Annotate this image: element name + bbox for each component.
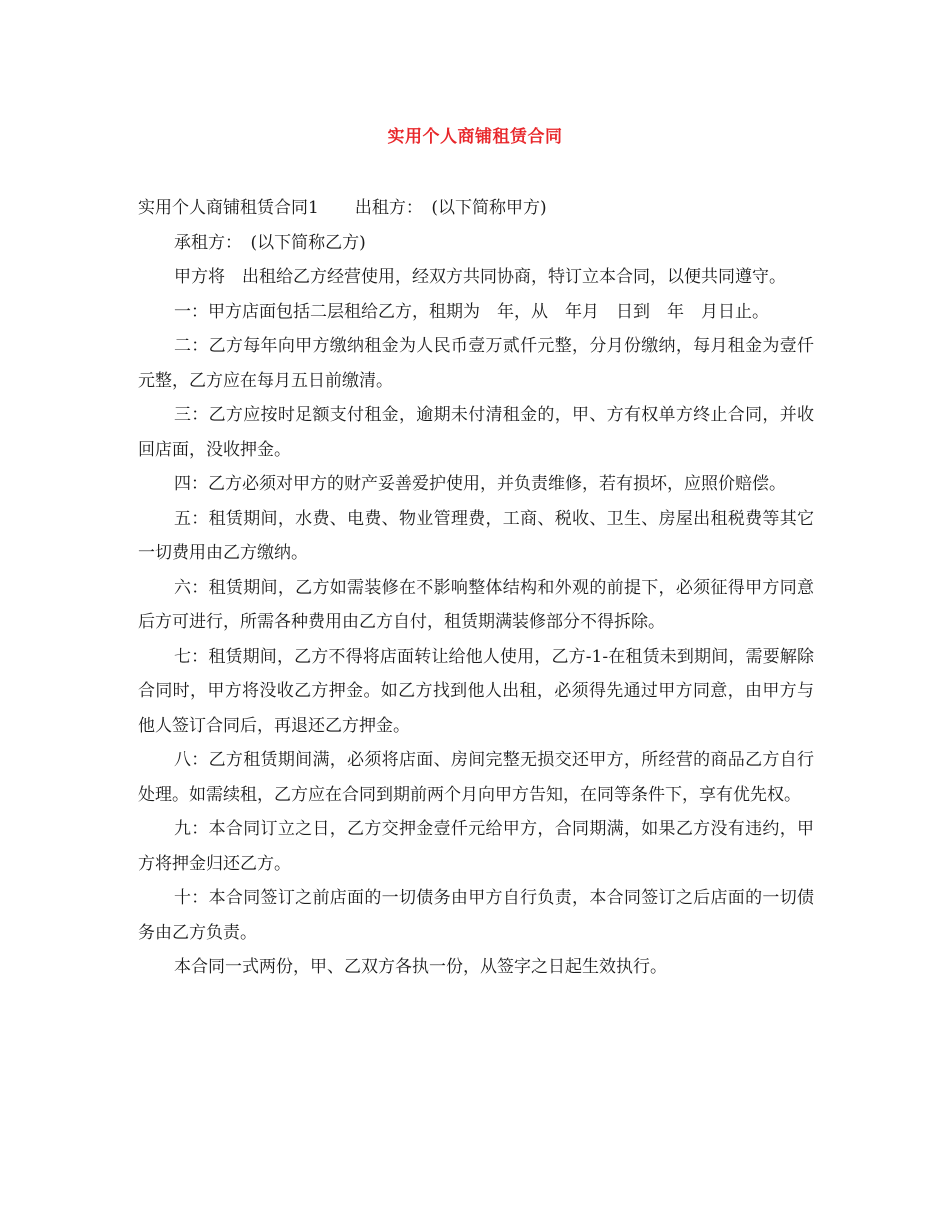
clause-9: 九：本合同订立之日，乙方交押金壹仟元给甲方，合同期满，如果乙方没有违约，甲方将押金归还乙方。 <box>138 819 814 874</box>
lessor-line: 出租方： (以下简称甲方) <box>354 198 547 218</box>
clause-7: 七：租赁期间，乙方不得将店面转让给他人使用，乙方-1-在租赁未到期间，需要解除合同时，甲方将没收乙方押金。如乙方找到他人出租，必须得先通过甲方同意，由甲方与他人签订合同后，再退还乙方押金。 <box>138 646 814 736</box>
clause-10: 十：本合同签订之前店面的一切债务由甲方自行负责，本合同签订之后店面的一切债务由乙方负责。 <box>138 888 814 943</box>
clause-1: 一：甲方店面包括二层租给乙方，租期为 年，从 年月 日到 年 月日止。 <box>174 301 769 322</box>
closing-paragraph: 本合同一式两份，甲、乙双方各执一份，从签字之日起生效执行。 <box>174 957 667 977</box>
clause-3: 三：乙方应按时足额支付租金，逾期未付清租金的，甲、方有权单方终止合同，并收回店面，没收押金。 <box>138 405 814 460</box>
clause-8: 八：乙方租赁期间满，必须将店面、房间完整无损交还甲方，所经营的商品乙方自行处理。如需续租，乙方应在合同到期前两个月向甲方告知，在同等条件下，享有优先权。 <box>138 750 814 805</box>
document-title: 实用个人商铺租赁合同 <box>387 127 563 147</box>
contract-heading: 实用个人商铺租赁合同1 <box>138 198 319 218</box>
intro-paragraph: 甲方将 出租给乙方经营使用，经双方共同协商，特订立本合同，以便共同遵守。 <box>174 267 786 287</box>
lessee-line: 承租方： (以下简称乙方) <box>174 232 366 253</box>
clause-4: 四：乙方必须对甲方的财产妥善爱护使用，并负责维修，若有损坏，应照价赔偿。 <box>174 474 786 494</box>
clause-2: 二：乙方每年向甲方缴纳租金为人民币壹万贰仟元整，分月份缴纳，每月租金为壹仟元整，乙方应在每月五日前缴清。 <box>138 336 814 391</box>
document-body <box>138 191 814 985</box>
clause-6: 六：租赁期间，乙方如需装修在不影响整体结构和外观的前提下，必须征得甲方同意后方可进行，所需各种费用由乙方自付，租赁期满装修部分不得拆除。 <box>138 577 814 632</box>
clause-5: 五：租赁期间，水费、电费、物业管理费，工商、税收、卫生、房屋出租税费等其它一切费用由乙方缴纳。 <box>138 508 814 563</box>
opening-line <box>138 191 814 226</box>
